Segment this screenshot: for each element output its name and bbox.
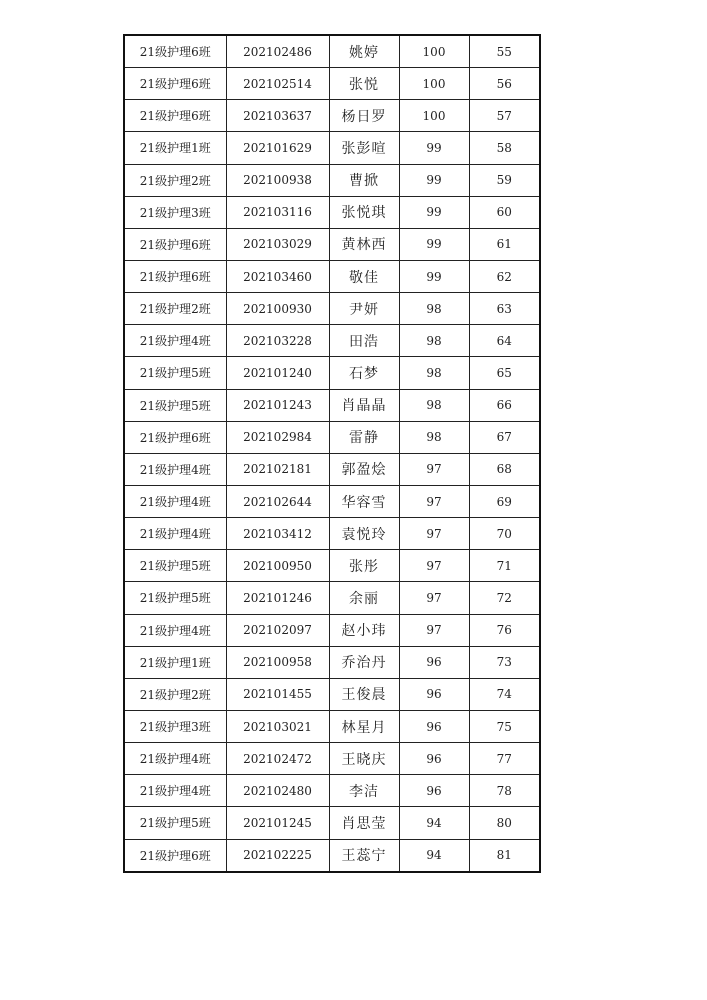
table-row bbox=[124, 775, 540, 807]
class-cell: 21级护理4班 bbox=[124, 518, 226, 550]
score-cell: 96 bbox=[399, 678, 469, 710]
name-cell: 张彤 bbox=[329, 550, 399, 582]
name-cell: 张悦琪 bbox=[329, 196, 399, 228]
rank-cell: 62 bbox=[469, 260, 540, 292]
table-row bbox=[124, 260, 540, 292]
score-cell: 98 bbox=[399, 325, 469, 357]
student-id-cell: 202101246 bbox=[226, 582, 329, 614]
name-cell: 肖晶晶 bbox=[329, 389, 399, 421]
class-cell: 21级护理5班 bbox=[124, 550, 226, 582]
table-row bbox=[124, 68, 540, 100]
class-cell: 21级护理6班 bbox=[124, 839, 226, 872]
class-cell: 21级护理6班 bbox=[124, 228, 226, 260]
rank-cell: 57 bbox=[469, 100, 540, 132]
student-id-cell: 202102097 bbox=[226, 614, 329, 646]
table-row bbox=[124, 839, 540, 872]
rank-cell: 70 bbox=[469, 518, 540, 550]
rank-cell: 81 bbox=[469, 839, 540, 872]
name-cell: 肖思莹 bbox=[329, 807, 399, 839]
rank-cell: 59 bbox=[469, 164, 540, 196]
rank-cell: 64 bbox=[469, 325, 540, 357]
table-row bbox=[124, 614, 540, 646]
name-cell: 乔治丹 bbox=[329, 646, 399, 678]
table-row bbox=[124, 550, 540, 582]
table-body bbox=[124, 35, 540, 872]
student-id-cell: 202102472 bbox=[226, 743, 329, 775]
class-cell: 21级护理6班 bbox=[124, 68, 226, 100]
table-row bbox=[124, 325, 540, 357]
score-cell: 99 bbox=[399, 228, 469, 260]
table-row bbox=[124, 678, 540, 710]
score-cell: 98 bbox=[399, 389, 469, 421]
score-cell: 99 bbox=[399, 132, 469, 164]
student-id-cell: 202100958 bbox=[226, 646, 329, 678]
table-row bbox=[124, 293, 540, 325]
student-id-cell: 202102225 bbox=[226, 839, 329, 872]
name-cell: 李洁 bbox=[329, 775, 399, 807]
rank-cell: 60 bbox=[469, 196, 540, 228]
score-cell: 99 bbox=[399, 196, 469, 228]
rank-cell: 73 bbox=[469, 646, 540, 678]
class-cell: 21级护理2班 bbox=[124, 164, 226, 196]
class-cell: 21级护理4班 bbox=[124, 614, 226, 646]
score-cell: 97 bbox=[399, 614, 469, 646]
score-cell: 96 bbox=[399, 646, 469, 678]
class-cell: 21级护理3班 bbox=[124, 196, 226, 228]
student-id-cell: 202102480 bbox=[226, 775, 329, 807]
student-id-cell: 202103228 bbox=[226, 325, 329, 357]
student-id-cell: 202103021 bbox=[226, 710, 329, 742]
class-cell: 21级护理6班 bbox=[124, 35, 226, 68]
table-row bbox=[124, 710, 540, 742]
rank-cell: 71 bbox=[469, 550, 540, 582]
class-cell: 21级护理4班 bbox=[124, 453, 226, 485]
student-id-cell: 202101240 bbox=[226, 357, 329, 389]
student-id-cell: 202100950 bbox=[226, 550, 329, 582]
class-cell: 21级护理5班 bbox=[124, 807, 226, 839]
rank-cell: 72 bbox=[469, 582, 540, 614]
class-cell: 21级护理6班 bbox=[124, 100, 226, 132]
student-id-cell: 202101245 bbox=[226, 807, 329, 839]
student-id-cell: 202102984 bbox=[226, 421, 329, 453]
rank-cell: 75 bbox=[469, 710, 540, 742]
score-cell: 96 bbox=[399, 775, 469, 807]
student-id-cell: 202102486 bbox=[226, 35, 329, 68]
rank-cell: 76 bbox=[469, 614, 540, 646]
score-cell: 100 bbox=[399, 100, 469, 132]
score-cell: 96 bbox=[399, 743, 469, 775]
name-cell: 王晓庆 bbox=[329, 743, 399, 775]
class-cell: 21级护理4班 bbox=[124, 775, 226, 807]
student-id-cell: 202103116 bbox=[226, 196, 329, 228]
name-cell: 赵小玮 bbox=[329, 614, 399, 646]
class-cell: 21级护理5班 bbox=[124, 389, 226, 421]
name-cell: 尹妍 bbox=[329, 293, 399, 325]
rank-cell: 55 bbox=[469, 35, 540, 68]
table-row bbox=[124, 35, 540, 68]
name-cell: 华容雪 bbox=[329, 485, 399, 517]
name-cell: 王蕊宁 bbox=[329, 839, 399, 872]
score-cell: 98 bbox=[399, 421, 469, 453]
score-cell: 97 bbox=[399, 550, 469, 582]
table-row bbox=[124, 228, 540, 260]
student-id-cell: 202101629 bbox=[226, 132, 329, 164]
rank-cell: 78 bbox=[469, 775, 540, 807]
rank-cell: 69 bbox=[469, 485, 540, 517]
score-cell: 97 bbox=[399, 453, 469, 485]
student-id-cell: 202101455 bbox=[226, 678, 329, 710]
score-cell: 96 bbox=[399, 710, 469, 742]
score-cell: 100 bbox=[399, 68, 469, 100]
class-cell: 21级护理2班 bbox=[124, 293, 226, 325]
table-row bbox=[124, 582, 540, 614]
name-cell: 余丽 bbox=[329, 582, 399, 614]
class-cell: 21级护理1班 bbox=[124, 646, 226, 678]
class-cell: 21级护理6班 bbox=[124, 260, 226, 292]
table-row bbox=[124, 164, 540, 196]
name-cell: 郭盈烩 bbox=[329, 453, 399, 485]
rank-cell: 68 bbox=[469, 453, 540, 485]
rank-cell: 66 bbox=[469, 389, 540, 421]
score-cell: 97 bbox=[399, 518, 469, 550]
student-id-cell: 202100938 bbox=[226, 164, 329, 196]
student-id-cell: 202102514 bbox=[226, 68, 329, 100]
table-row bbox=[124, 807, 540, 839]
rank-cell: 65 bbox=[469, 357, 540, 389]
table-row bbox=[124, 453, 540, 485]
table-row bbox=[124, 485, 540, 517]
class-cell: 21级护理2班 bbox=[124, 678, 226, 710]
student-id-cell: 202102181 bbox=[226, 453, 329, 485]
table-row bbox=[124, 196, 540, 228]
rank-cell: 74 bbox=[469, 678, 540, 710]
table-row bbox=[124, 357, 540, 389]
class-cell: 21级护理4班 bbox=[124, 325, 226, 357]
class-cell: 21级护理6班 bbox=[124, 421, 226, 453]
table-row bbox=[124, 518, 540, 550]
table-row bbox=[124, 421, 540, 453]
class-cell: 21级护理5班 bbox=[124, 582, 226, 614]
score-cell: 94 bbox=[399, 839, 469, 872]
rank-cell: 56 bbox=[469, 68, 540, 100]
student-id-cell: 202102644 bbox=[226, 485, 329, 517]
score-cell: 94 bbox=[399, 807, 469, 839]
score-cell: 97 bbox=[399, 582, 469, 614]
class-cell: 21级护理3班 bbox=[124, 710, 226, 742]
student-id-cell: 202103637 bbox=[226, 100, 329, 132]
name-cell: 张彭喧 bbox=[329, 132, 399, 164]
ranking-table bbox=[123, 34, 541, 873]
rank-cell: 58 bbox=[469, 132, 540, 164]
student-id-cell: 202103460 bbox=[226, 260, 329, 292]
class-cell: 21级护理1班 bbox=[124, 132, 226, 164]
name-cell: 张悦 bbox=[329, 68, 399, 100]
table-row bbox=[124, 132, 540, 164]
score-cell: 99 bbox=[399, 164, 469, 196]
name-cell: 曹掀 bbox=[329, 164, 399, 196]
score-cell: 98 bbox=[399, 293, 469, 325]
table-row bbox=[124, 100, 540, 132]
score-cell: 100 bbox=[399, 35, 469, 68]
rank-cell: 67 bbox=[469, 421, 540, 453]
name-cell: 石梦 bbox=[329, 357, 399, 389]
rank-cell: 77 bbox=[469, 743, 540, 775]
table-row bbox=[124, 743, 540, 775]
name-cell: 袁悦玲 bbox=[329, 518, 399, 550]
name-cell: 王俊晨 bbox=[329, 678, 399, 710]
name-cell: 田浩 bbox=[329, 325, 399, 357]
name-cell: 雷静 bbox=[329, 421, 399, 453]
score-cell: 99 bbox=[399, 260, 469, 292]
student-id-cell: 202103029 bbox=[226, 228, 329, 260]
rank-cell: 80 bbox=[469, 807, 540, 839]
name-cell: 黄林西 bbox=[329, 228, 399, 260]
class-cell: 21级护理5班 bbox=[124, 357, 226, 389]
class-cell: 21级护理4班 bbox=[124, 485, 226, 517]
rank-cell: 63 bbox=[469, 293, 540, 325]
name-cell: 林星月 bbox=[329, 710, 399, 742]
rank-cell: 61 bbox=[469, 228, 540, 260]
class-cell: 21级护理4班 bbox=[124, 743, 226, 775]
name-cell: 敬佳 bbox=[329, 260, 399, 292]
student-id-cell: 202100930 bbox=[226, 293, 329, 325]
table-row bbox=[124, 646, 540, 678]
name-cell: 杨日罗 bbox=[329, 100, 399, 132]
table-row bbox=[124, 389, 540, 421]
student-id-cell: 202103412 bbox=[226, 518, 329, 550]
student-id-cell: 202101243 bbox=[226, 389, 329, 421]
score-cell: 98 bbox=[399, 357, 469, 389]
name-cell: 姚婷 bbox=[329, 35, 399, 68]
score-cell: 97 bbox=[399, 485, 469, 517]
